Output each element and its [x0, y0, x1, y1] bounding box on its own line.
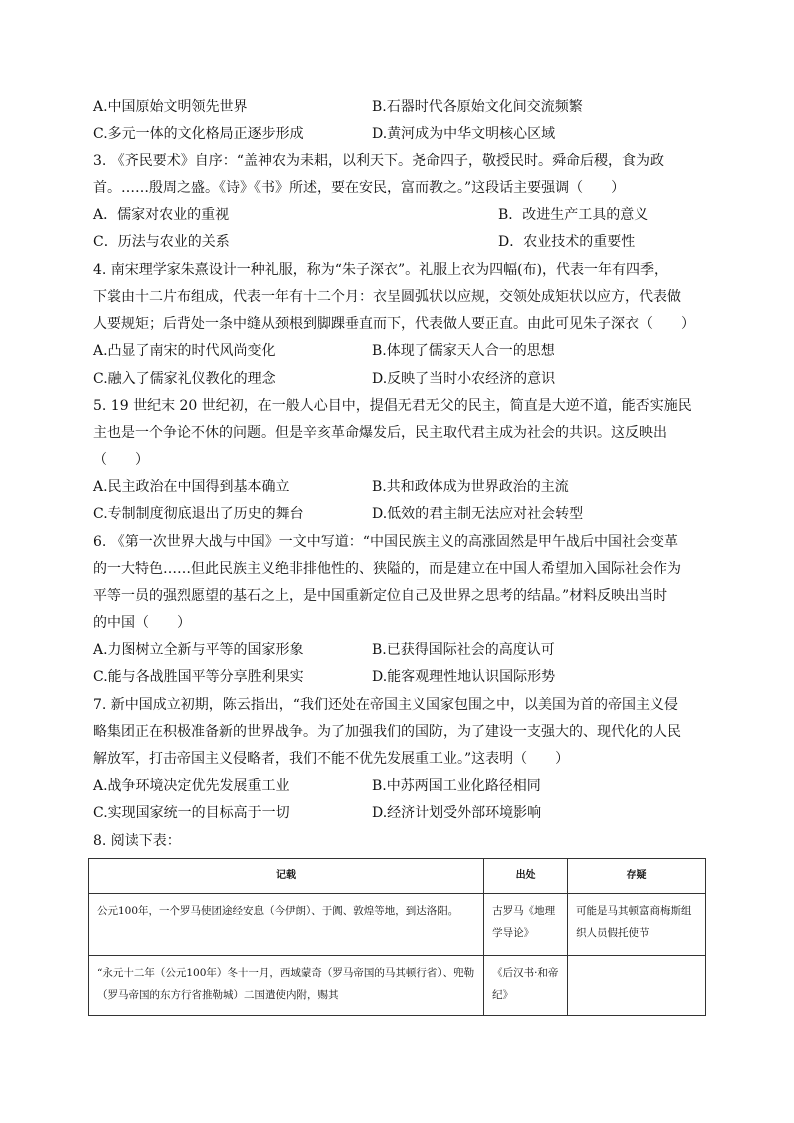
- q6-option-d: D.能客观理性地认识国际形势: [372, 669, 556, 685]
- q3-option-d: D．农业技术的重要性: [498, 234, 636, 250]
- q6-option-a: A.力图树立全新与平等的国家形象: [93, 642, 304, 658]
- q3-option-a: A．儒家对农业的重视: [93, 207, 230, 223]
- q4-option-c: C.融入了儒家礼仪教化的理念: [93, 371, 276, 387]
- table-row: [89, 956, 706, 1016]
- q2-option-b: B.石器时代各原始文化间交流频繁: [372, 99, 583, 115]
- q5-option-c: C.专制制度彻底退出了历史的舞台: [93, 506, 304, 522]
- q7-option-d: D.经济计划受外部环境影响: [372, 805, 542, 821]
- q6-stem-line-2: 的一大特色……但此民族主义绝非排他性的、狭隘的，而是建立在中国人希望加入国际社会作为: [93, 561, 681, 577]
- q5-option-d: D.低效的君主制无法应对社会转型: [372, 506, 584, 522]
- header-doubt: 存疑: [568, 859, 706, 894]
- q6-option-c: C.能与各战胜国平等分享胜利果实: [93, 669, 304, 685]
- q5-stem-line-2: 主也是一个争论不休的问题。但是辛亥革命爆发后，民主取代君主成为社会的共识。这反映出: [93, 425, 667, 441]
- q6-stem-line-3: 平等一员的强烈愿望的基石之上，是中国重新定位自己及世界之思考的结晶。”材料反映出当时: [93, 588, 668, 604]
- header-source: 出处: [484, 859, 568, 894]
- q7-stem-line-2: 略集团正在积极准备新的世界战争。为了加强我们的国防，为了建设一支强大的、现代化的人民: [93, 724, 681, 740]
- q4-option-d: D.反映了当时小农经济的意识: [372, 371, 556, 387]
- q3-option-b: B．改进生产工具的意义: [498, 207, 649, 223]
- q7-option-b: B.中苏两国工业化路径相同: [372, 778, 541, 794]
- q4-stem-line-1: 4. 南宋理学家朱熹设计一种礼服，称为“朱子深衣”。礼服上衣为四幅(布)，代表一年有四季，: [93, 262, 669, 278]
- cell-record: “永元十二年（公元100年）冬十一月，西域蒙奇（罗马帝国的马其顿行省）、兜勒（罗马帝国的东方行省推勒城）二国遣使内附，赐其: [89, 956, 484, 1016]
- q6-option-b: B.已获得国际社会的高度认可: [372, 642, 555, 658]
- cell-doubt: [568, 956, 706, 1016]
- q4-stem-line-2: 下裳由十二片布组成，代表一年有十二个月：衣呈圆弧状以应规，交领处成矩状以应方，代表做: [93, 289, 681, 305]
- q5-option-a: A.民主政治在中国得到基本确立: [93, 479, 290, 495]
- q5-stem-line-3: （ ）: [93, 452, 149, 468]
- cell-source: 古罗马《地理学导论》: [484, 894, 568, 956]
- q6-stem-line-1: 6. 《第一次世界大战与中国》一文中写道：“中国民族主义的高涨固然是甲午战后中国社会变革: [93, 534, 678, 550]
- cell-source: 《后汉书·和帝纪》: [484, 956, 568, 1016]
- q2-option-c: C.多元一体的文化格局正逐步形成: [93, 126, 304, 142]
- header-record: 记载: [89, 859, 484, 894]
- q5-option-b: B.共和政体成为世界政治的主流: [372, 479, 569, 495]
- q5-stem-line-1: 5. 19 世纪末 20 世纪初，在一般人心目中，提倡无君无父的民主，简直是大逆不道，能否实施民: [93, 398, 692, 414]
- q7-stem-line-3: 解放军，打击帝国主义侵略者，我们不能不优先发展重工业。”这表明（ ）: [93, 751, 570, 767]
- table-row: [89, 894, 706, 956]
- q4-option-b: B.体现了儒家天人合一的思想: [372, 343, 555, 359]
- cell-doubt: 可能是马其顿富商梅斯组织人员假托使节: [568, 894, 706, 956]
- q8-intro: 8. 阅读下表：: [93, 833, 181, 849]
- q4-stem-line-3: 人要规矩；后背处一条中缝从颈根到脚踝垂直而下，代表做人要正直。由此可见朱子深衣（ ）: [93, 316, 695, 332]
- q7-option-a: A.战争环境决定优先发展重工业: [93, 778, 290, 794]
- q2-option-a: A.中国原始文明领先世界: [93, 99, 248, 115]
- q3-stem-line-1: 3. 《齐民要术》自序：“盖神农为耒耜，以利天下。尧命四子，敬授民时。舜命后稷，食为政: [93, 153, 664, 169]
- table-header-row: [89, 859, 706, 894]
- q7-stem-line-1: 7. 新中国成立初期，陈云指出，“我们还处在帝国主义国家包围之中，以美国为首的帝国主义侵: [93, 697, 678, 713]
- q3-stem-line-2: 首。……殷周之盛。《诗》《书》所述，要在安民，富而教之。”这段话主要强调（ ）: [93, 180, 626, 196]
- q6-stem-line-4: 的中国（ ）: [93, 615, 191, 631]
- q8-table: [88, 858, 706, 1016]
- q3-option-c: C．历法与农业的关系: [93, 234, 230, 250]
- q7-option-c: C.实现国家统一的目标高于一切: [93, 805, 290, 821]
- cell-record: 公元100年，一个罗马使团途经安息（今伊朗）、于阗、敦煌等地，到达洛阳。: [89, 894, 484, 956]
- q2-option-d: D.黄河成为中华文明核心区域: [372, 126, 556, 142]
- q4-option-a: A.凸显了南宋的时代风尚变化: [93, 343, 276, 359]
